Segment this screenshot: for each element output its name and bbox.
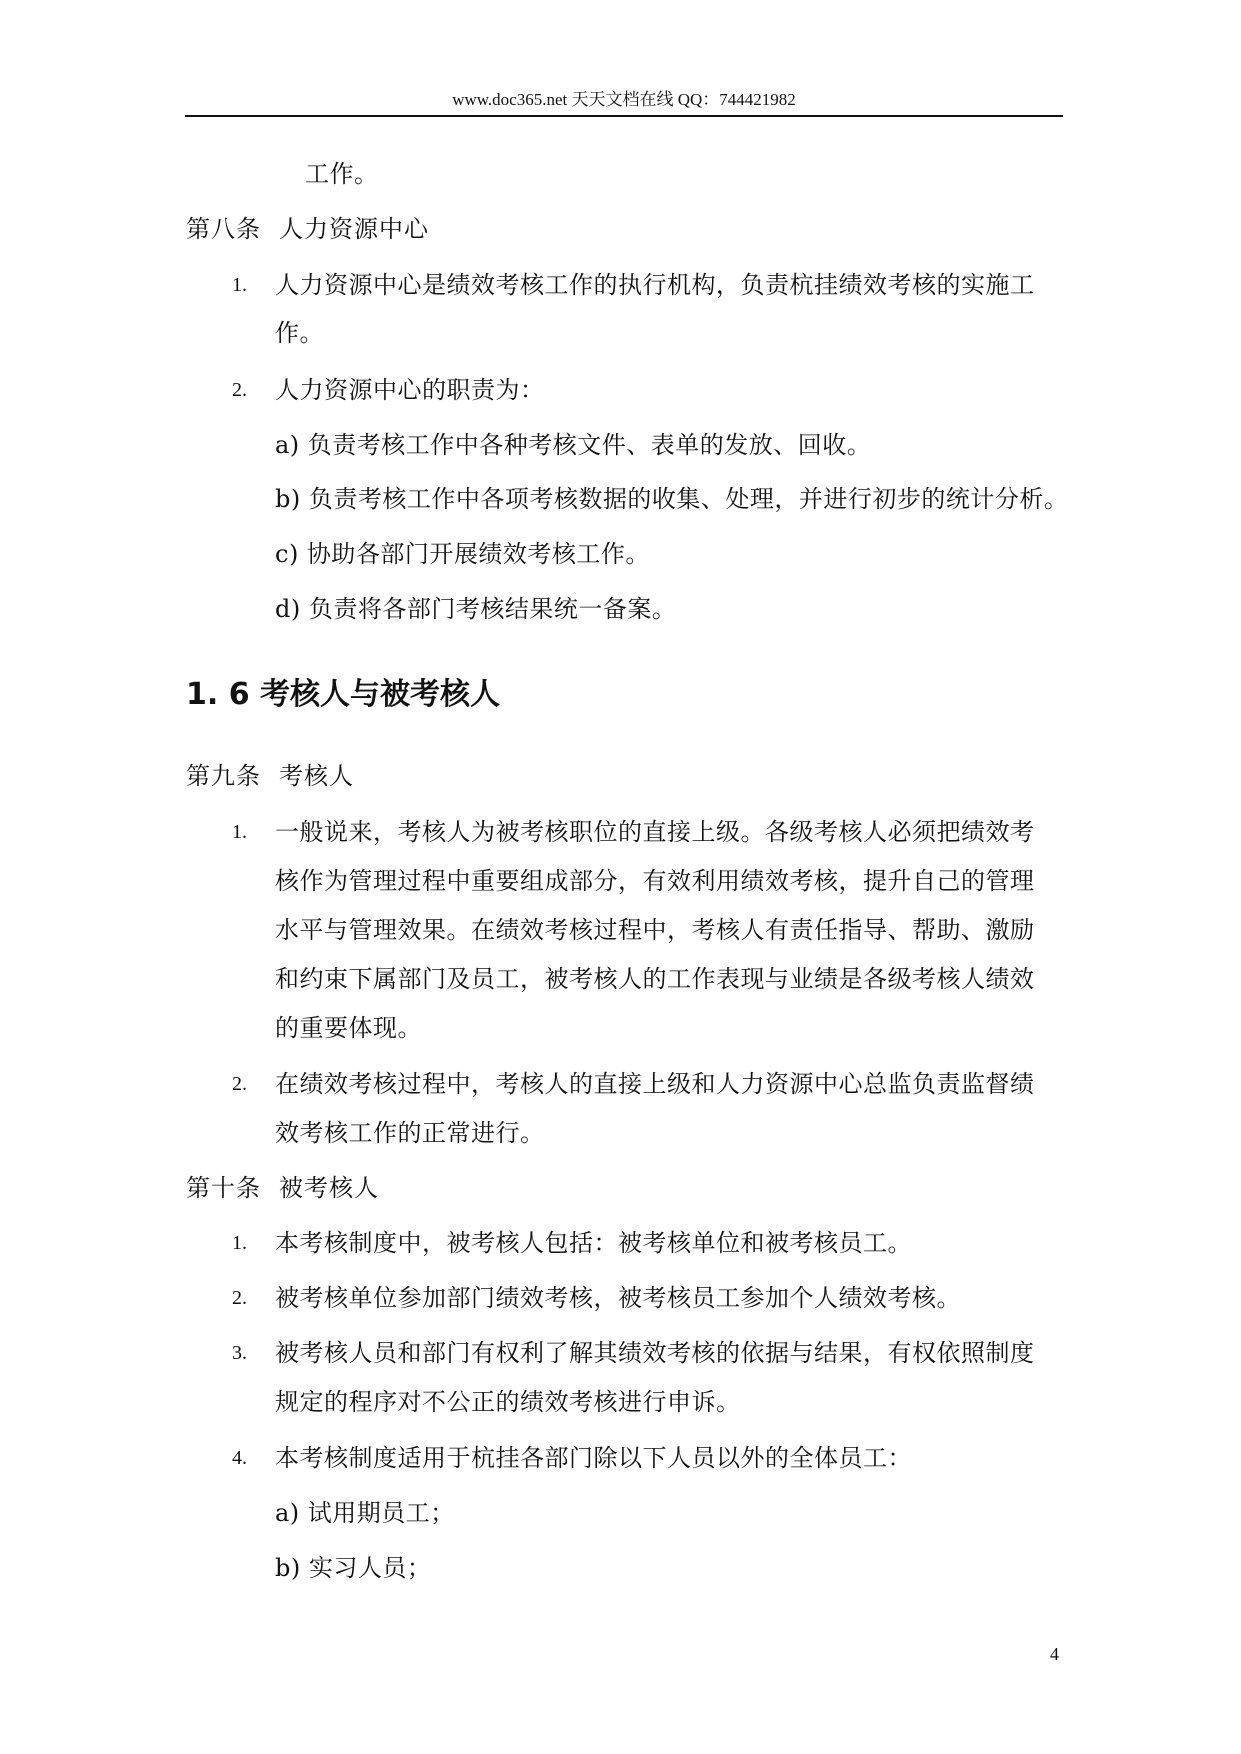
article-9-label: 第九条 xyxy=(186,762,261,790)
article-8-subitem-d: d) 负责将各部门考核结果统一备案。 xyxy=(275,595,677,623)
article-9-item-1-line-2: 核作为管理过程中重要组成部分，有效利用绩效考核，提升自己的管理 xyxy=(275,867,1035,895)
article-10-item-1-number: 1. xyxy=(232,1232,247,1254)
article-10-item-3-number: 3. xyxy=(232,1342,247,1364)
article-8-item-2-number: 2. xyxy=(232,379,247,401)
article-10-heading xyxy=(186,1173,379,1203)
article-9-item-2-number: 2. xyxy=(232,1073,247,1095)
article-8-item-2-line-1: 人力资源中心的职责为： xyxy=(275,376,545,404)
article-10-title: 被考核人 xyxy=(279,1174,379,1202)
article-9-item-1-line-1: 一般说来，考核人为被考核职位的直接上级。各级考核人必须把绩效考 xyxy=(275,818,1035,846)
article-9-item-2-line-1: 在绩效考核过程中，考核人的直接上级和人力资源中心总监负责监督绩 xyxy=(275,1070,1035,1098)
article-8-title: 人力资源中心 xyxy=(279,215,429,243)
page-number: 4 xyxy=(1050,1644,1059,1664)
article-8-item-1-line-2: 作。 xyxy=(275,319,324,347)
section-heading: 1. 6 考核人与被考核人 xyxy=(186,677,501,712)
article-8-item-1-number: 1. xyxy=(232,274,247,296)
article-10-label: 第十条 xyxy=(186,1174,261,1202)
article-8-label: 第八条 xyxy=(186,215,261,243)
article-10-item-2-number: 2. xyxy=(232,1287,247,1309)
article-9-item-2-line-2: 效考核工作的正常进行。 xyxy=(275,1119,545,1147)
article-8-heading xyxy=(186,214,429,244)
article-10-subitem-a: a) 试用期员工； xyxy=(275,1499,455,1527)
article-9-item-1-line-5: 的重要体现。 xyxy=(275,1014,422,1042)
header-text: www.doc365.net 天天文档在线 QQ：744421982 xyxy=(452,90,796,109)
article-8-subitem-c: c) 协助各部门开展绩效考核工作。 xyxy=(275,540,650,568)
article-8-subitem-a: a) 负责考核工作中各种考核文件、表单的发放、回收。 xyxy=(275,431,872,459)
article-10-item-3-line-1: 被考核人员和部门有权利了解其绩效考核的依据与结果，有权依照制度 xyxy=(275,1339,1035,1367)
continuation-text: 工作。 xyxy=(305,160,379,188)
article-10-item-1-line-1: 本考核制度中，被考核人包括：被考核单位和被考核员工。 xyxy=(275,1229,912,1257)
article-9-heading xyxy=(186,761,354,791)
article-9-item-1-number: 1. xyxy=(232,821,247,843)
article-10-subitem-b: b) 实习人员； xyxy=(275,1554,432,1582)
article-9-item-1-line-3: 水平与管理效果。在绩效考核过程中，考核人有责任指导、帮助、激励 xyxy=(275,916,1035,944)
article-10-item-2-line-1: 被考核单位参加部门绩效考核，被考核员工参加个人绩效考核。 xyxy=(275,1284,961,1312)
article-10-item-4-line-1: 本考核制度适用于杭挂各部门除以下人员以外的全体员工： xyxy=(275,1444,912,1472)
article-9-title: 考核人 xyxy=(279,762,354,790)
article-8-item-1-line-1: 人力资源中心是绩效考核工作的执行机构，负责杭挂绩效考核的实施工 xyxy=(275,271,1035,299)
article-9-item-1-line-4: 和约束下属部门及员工，被考核人的工作表现与业绩是各级考核人绩效 xyxy=(275,965,1035,993)
header-rule xyxy=(185,115,1063,117)
article-10-item-4-number: 4. xyxy=(232,1447,247,1469)
article-10-item-3-line-2: 规定的程序对不公正的绩效考核进行申诉。 xyxy=(275,1388,741,1416)
article-8-subitem-b: b) 负责考核工作中各项考核数据的收集、处理，并进行初步的统计分析。 xyxy=(275,485,1069,513)
